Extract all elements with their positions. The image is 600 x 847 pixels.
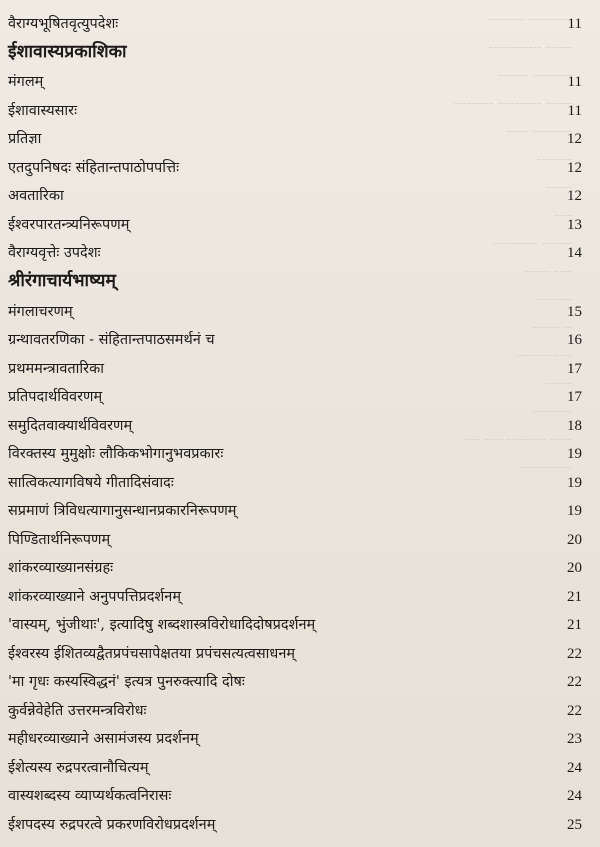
section-heading: ईशावास्यप्रकाशिका <box>8 41 127 62</box>
toc-entry <box>8 492 584 521</box>
toc-entry <box>8 805 584 834</box>
table-of-contents <box>8 4 584 834</box>
toc-entry-page-number: 21 <box>567 617 582 633</box>
toc-entry-page-number: 11 <box>567 15 582 32</box>
toc-entry <box>8 748 584 777</box>
toc-entry-page-number: 12 <box>567 159 582 176</box>
show-through-text: -------- ---------- ------------ ------ ------- --------- --------- ---------- ------ ----- --------- -------- ------ ---- ---------- ------- ------ ---- -------- ------ -- -------- ---- ------ --------- ---- ---- --------- ----- ------------ <box>453 12 572 475</box>
toc-entry-title: ग्रन्थावतरणिका - संहितान्तपाठसमर्थनं च <box>8 332 215 348</box>
toc-entry-title: प्रथममन्त्रावतारिका <box>8 360 104 377</box>
toc-entry <box>8 63 584 92</box>
toc-entry-page-number: 19 <box>567 446 582 462</box>
section-heading: श्रीरंगाचार्यभाष्यम् <box>8 271 116 291</box>
toc-entry <box>8 234 584 263</box>
toc-entry <box>8 406 584 435</box>
toc-entry <box>8 435 584 464</box>
toc-entry <box>8 720 584 749</box>
toc-entry-page-number: 17 <box>567 360 582 377</box>
toc-entry-page-number: 20 <box>567 531 582 548</box>
toc-entry-page-number: 22 <box>567 674 582 690</box>
toc-entry <box>8 4 584 33</box>
toc-entry <box>8 321 584 350</box>
toc-entry-title: समुदितवाक्यार्थविवरणम् <box>8 417 133 434</box>
toc-entry-page-number: 12 <box>567 131 582 147</box>
toc-entry-title: सात्विकत्यागविषये गीतादिसंवादः <box>8 474 174 491</box>
toc-entry-page-number: 17 <box>567 389 582 405</box>
toc-entry-title: वास्यशब्दस्य व्याप्यर्थकत्वनिरासः <box>8 788 172 804</box>
toc-entry-title: प्रतिपदार्थविवरणम् <box>8 389 103 405</box>
toc-entry <box>8 777 584 806</box>
toc-entry-page-number: 21 <box>567 588 582 605</box>
toc-entry-page-number: 20 <box>567 560 582 576</box>
toc-entry <box>8 520 584 549</box>
toc-entry-page-number: 15 <box>567 303 582 320</box>
toc-entry-title: वैराग्यवृत्तेः उपदेशः <box>8 245 101 261</box>
toc-entry <box>8 177 584 206</box>
toc-entry-page-number: 18 <box>567 417 582 434</box>
toc-entry <box>8 91 584 120</box>
toc-entry-page-number: 25 <box>567 816 582 833</box>
toc-entry-page-number: 22 <box>567 702 582 719</box>
toc-entry-page-number: 19 <box>567 503 582 519</box>
toc-entry-title: सप्रमाणं त्रिविधत्यागानुसन्धानप्रकारनिरूपणम् <box>8 503 237 519</box>
toc-entry <box>8 577 584 606</box>
toc-entry-title: अवतारिका <box>8 188 64 204</box>
toc-entry-page-number: 22 <box>567 645 582 662</box>
toc-entry-title: मंगलम् <box>8 74 44 90</box>
toc-entry-title: ईशपदस्य रुद्रपरत्वे प्रकरणविरोधप्रदर्शनम् <box>8 816 216 833</box>
toc-entry <box>8 463 584 492</box>
toc-entry <box>8 148 584 177</box>
toc-entry-title: 'मा गृधः कस्यस्विद्धनं' इत्यत्र पुनरुक्त्यादि दोषः <box>8 674 245 690</box>
toc-entry <box>8 378 584 407</box>
toc-entry-page-number: 24 <box>567 759 582 776</box>
toc-entry-page-number: 19 <box>567 474 582 491</box>
toc-entry-title: वैराग्यभूषितवृत्युपदेशः <box>8 15 119 32</box>
toc-entry-title: 'वास्यम्, भुंजीथाः', इत्यादिषु शब्दशास्त्रविरोधादिदोषप्रदर्शनम् <box>8 617 316 633</box>
toc-entry-title: पिण्डितार्थनिरूपणम् <box>8 531 111 548</box>
toc-entry <box>8 292 584 321</box>
toc-entry <box>8 549 584 578</box>
toc-entry-page-number: 14 <box>567 245 582 261</box>
toc-entry <box>8 349 584 378</box>
section-heading-row <box>8 262 584 292</box>
toc-entry-page-number: 11 <box>567 102 582 119</box>
toc-entry <box>8 120 584 149</box>
toc-entry-page-number: 12 <box>567 188 582 204</box>
section-heading-row <box>8 33 584 63</box>
toc-entry-page-number: 24 <box>567 788 582 804</box>
toc-entry-title: शांकरव्याख्याने अनुपपत्तिप्रदर्शनम् <box>8 588 182 605</box>
toc-entry-title: महीधरव्याख्याने असामंजस्य प्रदर्शनम् <box>8 731 199 747</box>
toc-entry <box>8 663 584 692</box>
toc-entry-title: मंगलाचरणम् <box>8 303 73 320</box>
toc-entry-page-number: 16 <box>567 332 582 348</box>
toc-entry-title: ईशेत्यस्य रुद्रपरत्वानौचित्यम् <box>8 759 149 776</box>
toc-entry-title: ईशावास्यसारः <box>8 102 78 119</box>
toc-entry-title: विरक्तस्य मुमुक्षोः लौकिकभोगानुभवप्रकारः <box>8 446 224 462</box>
toc-entry-page-number: 13 <box>567 216 582 233</box>
toc-entry-title: ईश्वरपारतन्त्र्यनिरूपणम् <box>8 216 130 233</box>
toc-entry-title: प्रतिज्ञा <box>8 131 42 147</box>
toc-entry-title: शांकरव्याख्यानसंग्रहः <box>8 560 114 576</box>
toc-entry <box>8 205 584 234</box>
toc-entry <box>8 606 584 635</box>
toc-entry-page-number: 23 <box>567 731 582 747</box>
toc-entry-title: ईश्वरस्य ईशितव्यद्वैतप्रपंचसापेक्षतया प्रपंचसत्यत्वसाधनम् <box>8 645 296 662</box>
toc-entry-page-number: 11 <box>567 74 582 90</box>
toc-entry <box>8 691 584 720</box>
toc-entry-title: कुर्वन्नेवेहेति उत्तरमन्त्रविरोधः <box>8 702 147 719</box>
toc-entry <box>8 634 584 663</box>
toc-entry-title: एतदुपनिषदः संहितान्तपाठोपपत्तिः <box>8 159 179 176</box>
